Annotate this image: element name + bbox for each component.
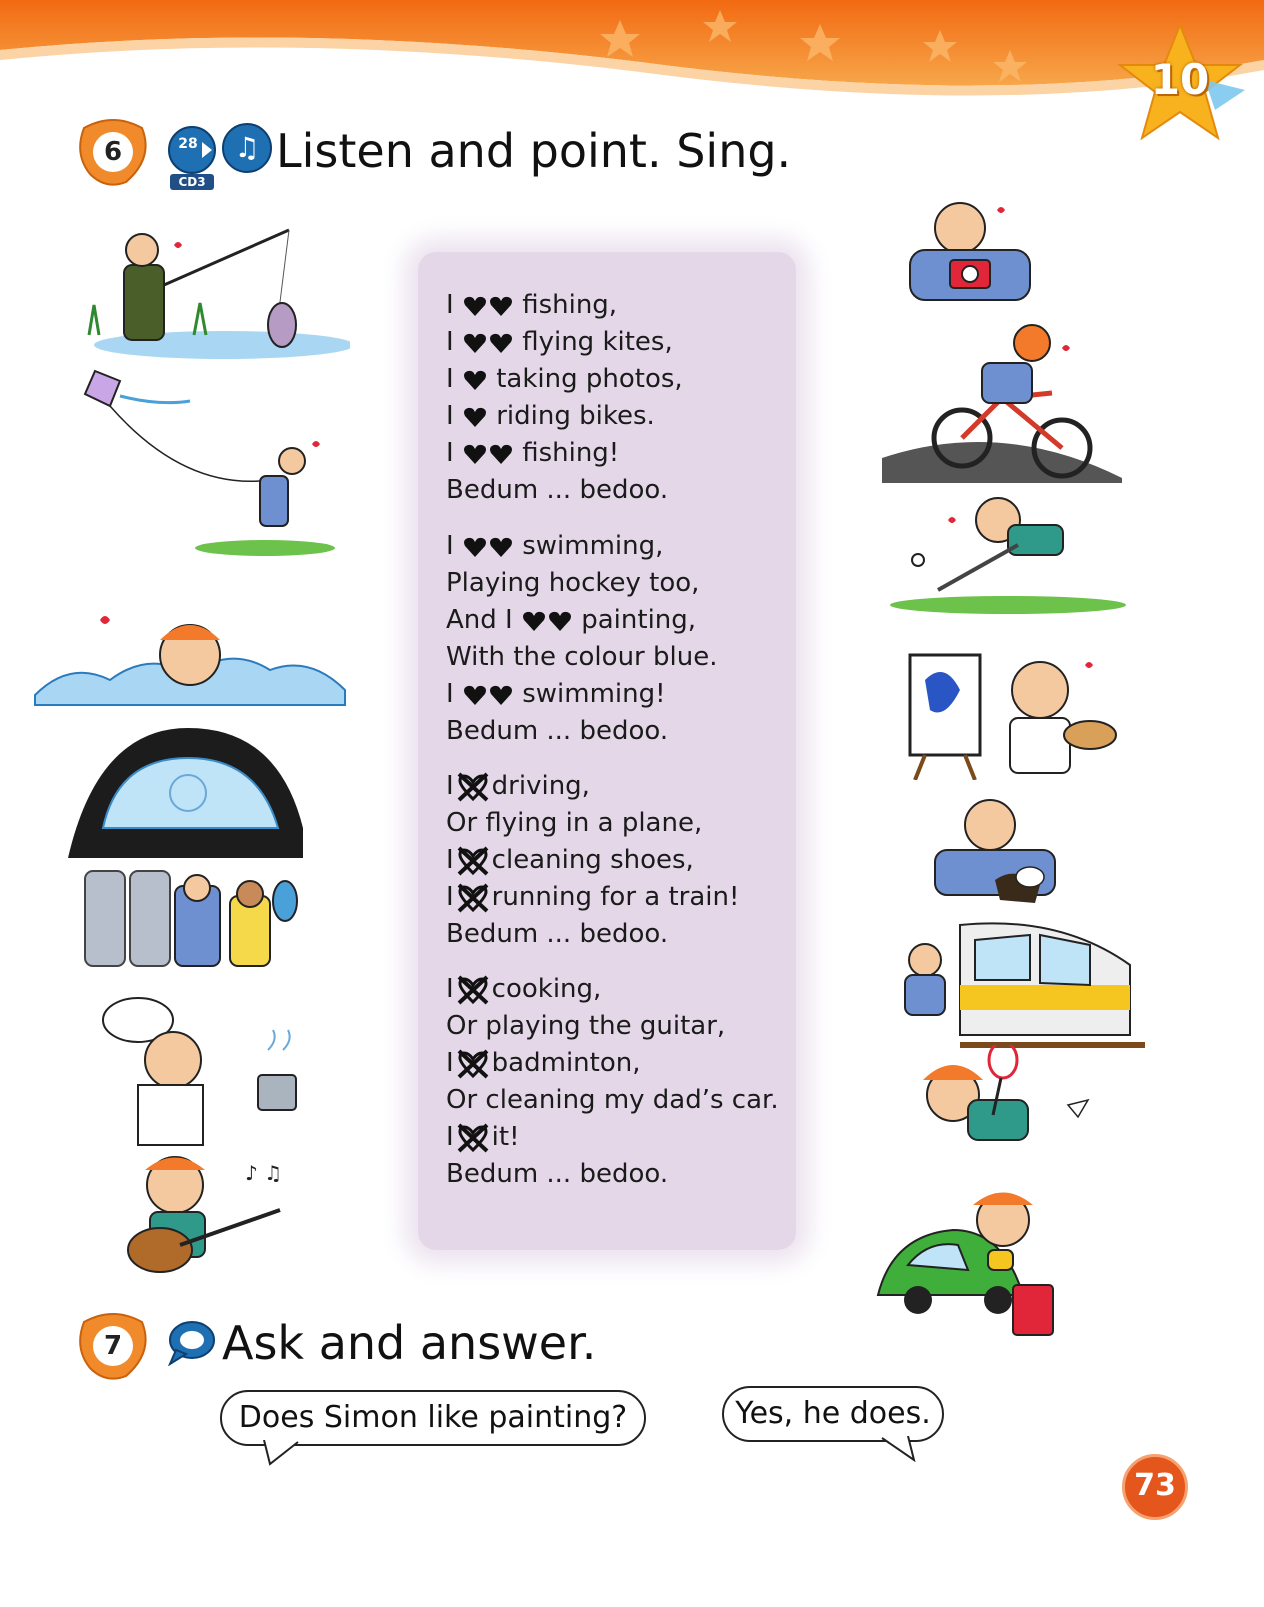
crossed-heart-icon xyxy=(454,1045,492,1082)
lyric-line: I badminton, xyxy=(446,1045,779,1082)
crossed-heart-icon xyxy=(454,1119,492,1156)
exercise-7-title: Ask and answer. xyxy=(222,1316,597,1370)
crossed-heart-icon xyxy=(454,971,492,1008)
lyric-line: Or playing the guitar, xyxy=(446,1011,726,1041)
heart-icon xyxy=(462,435,514,472)
exercise-7-number: 7 xyxy=(103,1331,123,1361)
crossed-heart-icon xyxy=(454,879,492,916)
swimming-illustration xyxy=(30,600,350,715)
lyric-line: I it! xyxy=(446,1119,779,1156)
exercise-6-title: Listen and point. Sing. xyxy=(276,124,792,178)
lyric-line: Bedum ... bedoo. xyxy=(446,919,669,949)
play-icon xyxy=(202,142,212,158)
stanza-2 xyxy=(446,528,717,750)
lyric-line: I riding bikes. xyxy=(446,398,683,435)
lyric-line: Or flying in a plane, xyxy=(446,808,703,838)
page-number: 73 xyxy=(1134,1468,1176,1503)
heart-icon xyxy=(462,324,514,361)
badminton-illustration xyxy=(873,1045,1098,1185)
cooking-illustration xyxy=(78,990,303,1150)
riding-bike-illustration xyxy=(882,318,1127,483)
lyric-line: I fishing! xyxy=(446,435,683,472)
playing-hockey-illustration xyxy=(888,485,1128,615)
cd-track-icon[interactable] xyxy=(168,126,216,190)
heart-icon xyxy=(462,361,488,398)
music-note-icon: ♫ xyxy=(222,123,272,173)
speech-bubble-icon xyxy=(166,1320,216,1366)
fishing-illustration xyxy=(74,215,350,360)
heart-icon xyxy=(462,528,514,565)
question-bubble-tail xyxy=(262,1440,302,1466)
flying-plane-illustration xyxy=(80,866,300,984)
heart-icon xyxy=(521,602,573,639)
lyric-line: I driving, xyxy=(446,768,739,805)
svg-text:♪ ♫: ♪ ♫ xyxy=(245,1161,283,1185)
answer-bubble-tail xyxy=(878,1436,918,1462)
taking-photos-illustration xyxy=(905,188,1055,318)
exercise-6-number: 6 xyxy=(103,137,123,167)
crossed-heart-icon xyxy=(454,842,492,879)
lyric-line: And I painting, xyxy=(446,602,717,639)
lyric-line: I flying kites, xyxy=(446,324,683,361)
lyric-line: I cooking, xyxy=(446,971,779,1008)
lyric-line: With the colour blue. xyxy=(446,642,718,672)
lyric-line: I fishing, xyxy=(446,287,683,324)
lyric-line: I swimming! xyxy=(446,676,717,713)
lyric-line: Bedum ... bedoo. xyxy=(446,475,669,505)
running-for-train-illustration xyxy=(860,905,1145,1060)
lyric-line: I cleaning shoes, xyxy=(446,842,739,879)
cleaning-car-illustration xyxy=(873,1185,1098,1345)
driving-car-illustration xyxy=(58,718,308,866)
painting-illustration xyxy=(905,640,1120,780)
lyric-line: Or cleaning my dad’s car. xyxy=(446,1085,779,1115)
lyric-line: I swimming, xyxy=(446,528,717,565)
heart-icon xyxy=(462,287,514,324)
crossed-heart-icon xyxy=(454,768,492,805)
lyric-line: Playing hockey too, xyxy=(446,568,700,598)
lyric-line: Bedum ... bedoo. xyxy=(446,1159,669,1189)
lyric-line: Bedum ... bedoo. xyxy=(446,716,669,746)
stanza-1 xyxy=(446,287,683,509)
exercise-7-badge xyxy=(76,1312,150,1382)
unit-number: 10 xyxy=(1150,55,1210,104)
question-bubble: Does Simon like painting? xyxy=(220,1390,646,1446)
lyric-line: I taking photos, xyxy=(446,361,683,398)
top-banner xyxy=(0,0,1264,110)
heart-icon xyxy=(462,676,514,713)
flying-kite-illustration xyxy=(80,366,335,561)
exercise-6-badge xyxy=(76,118,150,188)
stanza-3 xyxy=(446,768,739,953)
stanza-4 xyxy=(446,971,779,1193)
playing-guitar-illustration xyxy=(120,1150,305,1278)
cleaning-shoes-illustration xyxy=(925,785,1085,915)
answer-bubble: Yes, he does. xyxy=(722,1386,944,1442)
heart-icon xyxy=(462,398,488,435)
cd-track-number: 28 xyxy=(178,136,198,152)
cd-label: CD3 xyxy=(170,174,214,190)
lyric-line: I running for a train! xyxy=(446,879,739,916)
